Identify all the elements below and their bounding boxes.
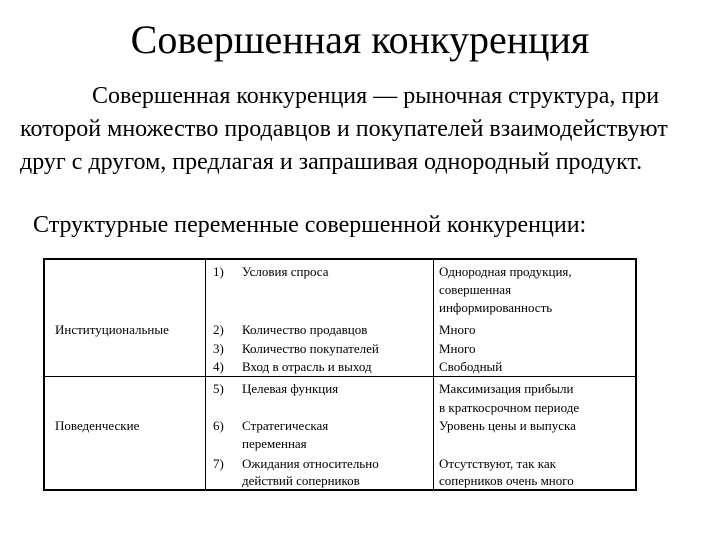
row-number: 4): [213, 359, 224, 374]
value-cell: Много: [439, 322, 476, 337]
row-number: 1): [213, 264, 224, 279]
value-cell: в краткосрочном периоде: [439, 400, 580, 415]
row-number: 3): [213, 341, 224, 356]
row-number: 6): [213, 418, 224, 433]
variable-cell: Количество продавцов: [242, 322, 368, 337]
structure-variables-table: [43, 258, 637, 491]
value-cell: соперников очень много: [439, 473, 574, 488]
row-number: 5): [213, 381, 224, 396]
value-cell: Много: [439, 341, 476, 356]
group-label-behavioral: Поведенческие: [55, 418, 140, 433]
group-label-institutional: Институциональные: [55, 322, 169, 337]
variable-cell: Стратегическая: [242, 418, 329, 433]
variable-cell: Ожидания относительно: [242, 456, 379, 471]
variable-cell: Условия спроса: [242, 264, 329, 279]
value-cell: информированность: [439, 300, 553, 315]
definition-line: Совершенная конкуренция — рыночная структура, при: [92, 83, 660, 109]
variable-cell: Количество покупателей: [242, 341, 379, 356]
table-divider: [433, 260, 434, 489]
definition-line: друг с другом, предлагая и запрашивая однородный продукт.: [20, 149, 643, 175]
value-cell: Максимизация прибыли: [439, 381, 574, 396]
variable-cell: переменная: [242, 436, 307, 451]
variable-cell: действий соперников: [242, 473, 360, 488]
value-cell: Однородная продукция,: [439, 264, 572, 279]
page-title: Совершенная конкуренция: [130, 17, 590, 62]
variable-cell: Целевая функция: [242, 381, 339, 396]
variable-cell: Вход в отрасль и выход: [242, 359, 372, 374]
definition-line: которой множество продавцов и покупателей взаимодействуют: [20, 116, 668, 142]
row-number: 2): [213, 322, 224, 337]
table-divider: [205, 260, 206, 489]
value-cell: Уровень цены и выпуска: [439, 418, 576, 433]
value-cell: Свободный: [439, 359, 503, 374]
value-cell: Отсутствуют, так как: [439, 456, 556, 471]
section-subtitle: Структурные переменные совершенной конкуренции:: [33, 212, 587, 238]
definition-paragraph: [20, 80, 710, 179]
value-cell: совершенная: [439, 282, 512, 297]
row-number: 7): [213, 456, 224, 471]
